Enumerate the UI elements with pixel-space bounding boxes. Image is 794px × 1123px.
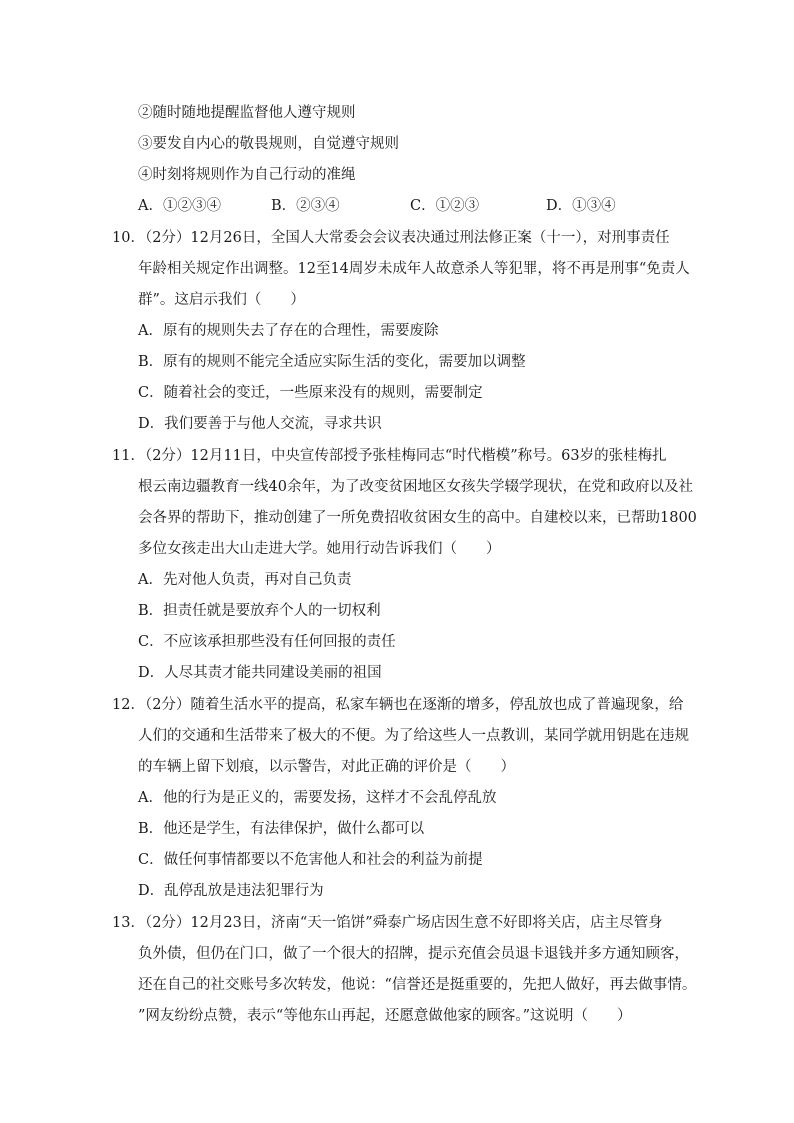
question-11-text-line-3: 会各界的帮助下，推动创建了一所免费招收贫困女生的高中。自建校以来，已帮助1800 [138, 510, 697, 526]
pre-option-line-2: ②随时随地提醒监督他人遵守规则 [138, 105, 356, 121]
question-13-text-line-3: 还在自己的社交账号多次转发，他说：“信誉还是挺重要的，先把人做好，再去做事情。 [138, 977, 697, 993]
question-13-text-line-1: 13．（2分）12月23日，济南“天一馅饼”舜泰广场店因生意不好即将关店，店主尽管身 [112, 915, 663, 931]
question-10-option-d: D．我们要善于与他人交流，寻求共识 [138, 416, 382, 432]
question-10-text-line-3: 群”。这启示我们（ ） [138, 292, 305, 308]
question-10-text-line-2: 年龄相关规定作出调整。12至14周岁未成年人故意杀人等犯罪，将不再是刑事“免责人 [138, 261, 690, 277]
question-11-text-line-4: 多位女孩走出大山走进大学。她用行动告诉我们（ ） [138, 541, 501, 557]
pre-answer-options [138, 196, 698, 216]
pre-option-line-3: ③要发自内心的敬畏规则，自觉遵守规则 [138, 136, 399, 152]
question-12-option-c: C．做任何事情都要以不危害他人和社会的利益为前提 [138, 852, 483, 868]
question-13-text-line-2: 负外债，但仍在门口，做了一个很大的招牌，提示充值会员退卡退钱并多方通知顾客， [138, 946, 689, 962]
question-12-option-d: D．乱停乱放是违法犯罪行为 [138, 883, 324, 899]
answer-option-d: D．①③④ [546, 198, 616, 214]
question-11-option-b: B．担责任就是要放弃个人的一切权利 [138, 603, 381, 619]
question-12-text-line-3: 的车辆上留下划痕，以示警告，对此正确的评价是（ ） [138, 759, 515, 775]
question-10-option-b: B．原有的规则不能完全适应实际生活的变化，需要加以调整 [138, 354, 526, 370]
question-11-option-a: A．先对他人负责，再对自己负责 [138, 572, 352, 588]
question-12-text-line-1: 12．（2分）随着生活水平的提高，私家车辆也在逐渐的增多，停乱放也成了普遍现象，给 [112, 697, 684, 713]
pre-option-line-4: ④时刻将规则作为自己行动的准绳 [138, 167, 356, 183]
answer-option-a: A．①②③④ [138, 198, 221, 214]
answer-option-b: B．②③④ [271, 198, 340, 214]
question-11-text-line-2: 根云南边疆教育一线40余年，为了改变贫困地区女孩失学辍学现状，在党和政府以及社 [138, 479, 693, 495]
question-11-option-d: D．人尽其责才能共同建设美丽的祖国 [138, 665, 382, 681]
question-12-option-a: A．他的行为是正义的，需要发扬，这样才不会乱停乱放 [138, 790, 497, 806]
question-11-text-line-1: 11．（2分）12月11日，中央宣传部授予张桂梅同志“时代楷模”称号。63岁的张桂梅扎 [112, 448, 667, 464]
question-10-option-c: C．随着社会的变迁，一些原来没有的规则，需要制定 [138, 385, 483, 401]
question-12-option-b: B．他还是学生，有法律保护，做什么都可以 [138, 821, 425, 837]
question-11-option-c: C．不应该承担那些没有任何回报的责任 [138, 634, 396, 650]
question-10-option-a: A．原有的规则失去了存在的合理性，需要废除 [138, 323, 439, 339]
question-12-text-line-2: 人们的交通和生活带来了极大的不便。为了给这些人一点教训，某同学就用钥匙在违规 [138, 728, 689, 744]
question-13-text-line-4: ”网友纷纷点赞，表示“等他东山再起，还愿意做他家的顾客。”这说明（ ） [138, 1008, 632, 1024]
answer-option-c: C．①②③ [410, 198, 480, 214]
question-10-text-line-1: 10．（2分）12月26日，全国人大常委会会议表决通过刑法修正案（十一），对刑事责任 [112, 230, 670, 246]
